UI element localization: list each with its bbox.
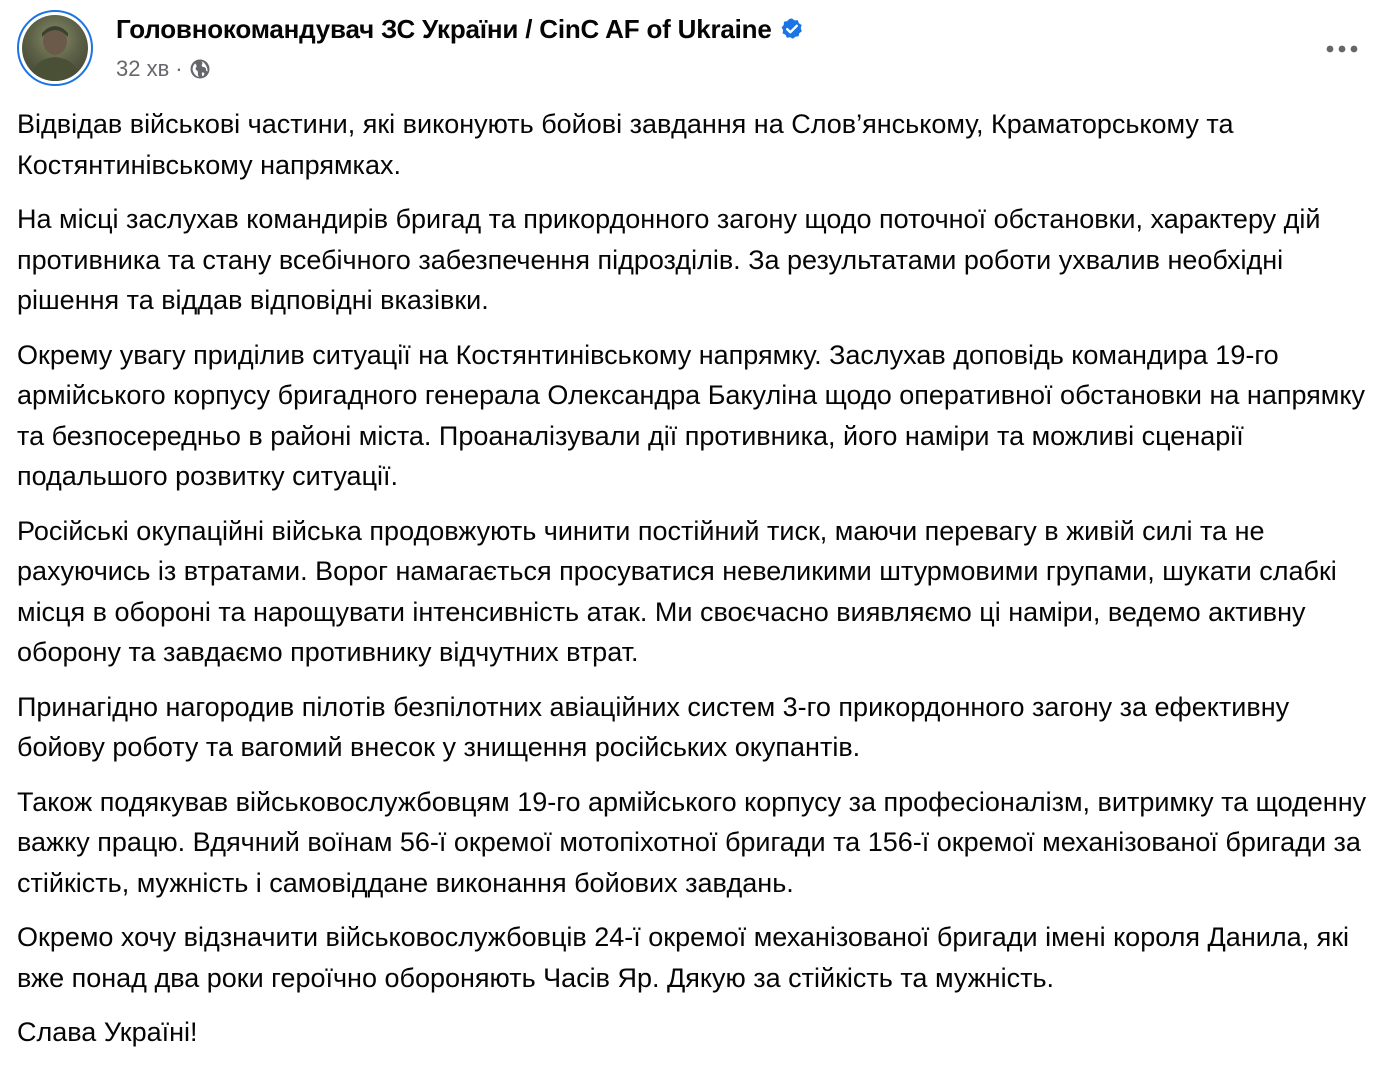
author-avatar[interactable] <box>17 10 93 86</box>
post-timestamp[interactable]: 32 хв <box>116 56 170 81</box>
post-paragraph: Окрему увагу приділив ситуації на Костянтинівському напрямку. Заслухав доповідь командира 19-го армійського корпусу бригадного генерала Олександра Бакуліна щодо оперативної обстановки на напрямку та безпосередньо в районі міста. Проаналізували дії противника, його наміри та можливі сценарії подальшого розвитку ситуації. <box>17 339 1365 491</box>
post-paragraph: Окремо хочу відзначити військовослужбовців 24-ї окремої механізованої бригади імені короля Данила, які вже понад два роки героїчно обороняють Часів Яр. Дякую за стійкість та мужність. <box>17 922 1350 993</box>
verified-badge-icon <box>780 17 804 41</box>
post-paragraph: Принагідно нагородив пілотів безпілотних авіаційних систем 3-го прикордонного загону за ефективну бойову роботу та вагомий внесок у знищення російських окупантів. <box>17 691 1290 762</box>
post-paragraph: Відвідав військові частини, які виконують бойові завдання на Слов’янському, Краматорському та Костянтинівському напрямках. <box>17 109 1234 180</box>
author-line <box>116 12 804 46</box>
avatar-photo <box>22 15 88 81</box>
post-paragraph: Російські окупаційні війська продовжують чинити постійний тиск, маючи перевагу в живій силі та не рахуючись із втратами. Ворог намагається просуватися невеликими штурмовими групами, шукати слабкі місця в обороні та нарощувати інтенсивність атак. Ми своєчасно виявляємо ці наміри, ведемо активну оборону та завдаємо противнику відчутних втрат. <box>17 515 1337 667</box>
more-horizontal-icon <box>1324 41 1360 51</box>
post-paragraph: Також подякував військовослужбовцям 19-го армійського корпусу за професіоналізм, витримку та щоденну важку працю. Вдячний воїнам 56-ї окремої мотопіхотної бригади та 156-ї окремої механізованої бригади за стійкість, мужність і самовіддане виконання бойових завдань. <box>17 786 1367 898</box>
author-name[interactable]: Головнокомандувач ЗС України / CinC AF of Ukraine <box>116 13 772 44</box>
meta-separator: · <box>175 56 183 81</box>
post-body <box>17 104 1383 1067</box>
more-options-button[interactable] <box>1318 26 1366 66</box>
post-meta <box>116 55 211 83</box>
globe-icon[interactable] <box>189 58 211 80</box>
post-header <box>0 0 1400 100</box>
post-paragraph: Слава Україні! <box>17 1017 198 1047</box>
post-paragraph: На місці заслухав командирів бригад та прикордонного загону щодо поточної обстановки, характеру дій противника та стану всебічного забезпечення підрозділів. За результатами роботи ухвалив необхідні рішення та віддав відповідні вказівки. <box>17 204 1321 315</box>
